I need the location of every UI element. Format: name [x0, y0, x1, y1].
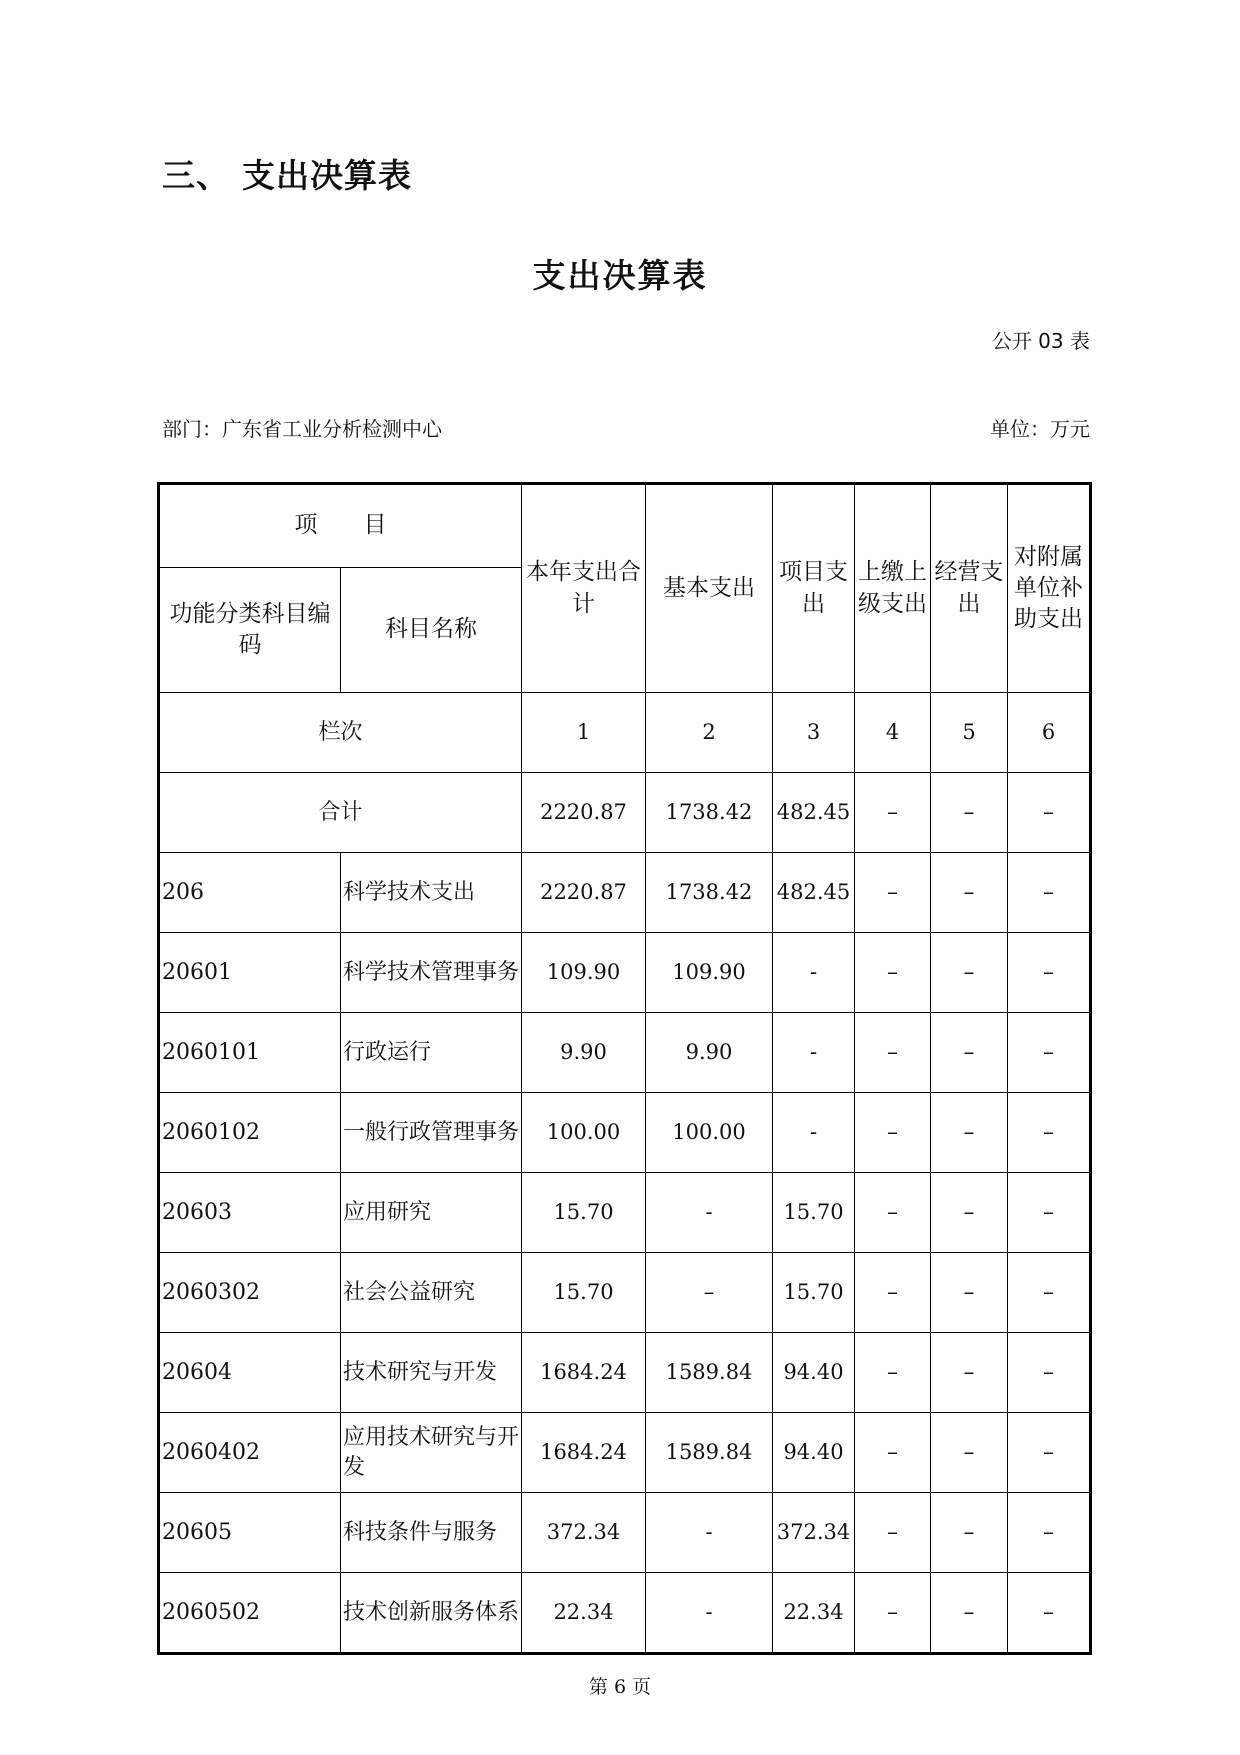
row-value: 94.40	[773, 1333, 855, 1413]
row-value: 109.90	[522, 933, 646, 1013]
row-value: –	[931, 853, 1008, 933]
row-value: -	[773, 1013, 855, 1093]
header-item: 项 目	[159, 484, 522, 568]
total-value: –	[855, 773, 931, 853]
page-number: 第 6 页	[588, 1676, 652, 1698]
row-value: 94.40	[773, 1413, 855, 1493]
header-col4: 上缴上级支出	[855, 484, 931, 693]
column-number: 5	[931, 693, 1008, 773]
row-code: 206	[159, 853, 341, 933]
row-value: 15.70	[773, 1253, 855, 1333]
row-value: –	[855, 853, 931, 933]
row-value: -	[646, 1493, 773, 1573]
row-value: –	[855, 1413, 931, 1493]
row-value: –	[1008, 1413, 1091, 1493]
expenditure-table	[157, 482, 1092, 1655]
table-row	[159, 1413, 1091, 1493]
row-code: 2060402	[159, 1413, 341, 1493]
row-value: 9.90	[646, 1013, 773, 1093]
row-value: –	[931, 1493, 1008, 1573]
column-number: 4	[855, 693, 931, 773]
row-name: 一般行政管理事务	[341, 1093, 522, 1173]
row-value: 1589.84	[646, 1413, 773, 1493]
row-value: 2220.87	[522, 853, 646, 933]
header-col2: 基本支出	[646, 484, 773, 693]
row-name: 科学技术管理事务	[341, 933, 522, 1013]
row-value: 22.34	[773, 1573, 855, 1654]
row-name: 科技条件与服务	[341, 1493, 522, 1573]
row-value: –	[855, 1013, 931, 1093]
table-row	[159, 933, 1091, 1013]
row-name: 应用研究	[341, 1173, 522, 1253]
row-value: –	[1008, 1573, 1091, 1654]
row-value: 1684.24	[522, 1333, 646, 1413]
row-value: -	[646, 1173, 773, 1253]
row-value: 100.00	[646, 1093, 773, 1173]
total-value: 2220.87	[522, 773, 646, 853]
row-code: 2060102	[159, 1093, 341, 1173]
row-value: 15.70	[773, 1173, 855, 1253]
row-value: –	[1008, 1333, 1091, 1413]
row-value: -	[646, 1573, 773, 1654]
row-value: –	[646, 1253, 773, 1333]
row-value: –	[1008, 1493, 1091, 1573]
row-value: -	[773, 1093, 855, 1173]
row-name: 应用技术研究与开发	[341, 1413, 522, 1493]
row-value: –	[855, 1493, 931, 1573]
total-value: –	[931, 773, 1008, 853]
row-value: –	[931, 1093, 1008, 1173]
row-value: -	[773, 933, 855, 1013]
column-number: 6	[1008, 693, 1091, 773]
header-col1: 本年支出合计	[522, 484, 646, 693]
header-col3: 项目支出	[773, 484, 855, 693]
row-value: 1589.84	[646, 1333, 773, 1413]
section-title: 支出决算表	[242, 156, 412, 195]
row-value: 1738.42	[646, 853, 773, 933]
row-name: 技术研究与开发	[341, 1333, 522, 1413]
row-value: –	[931, 1573, 1008, 1654]
row-value: –	[931, 1333, 1008, 1413]
row-value: –	[1008, 1093, 1091, 1173]
row-name: 技术创新服务体系	[341, 1573, 522, 1654]
row-code: 2060502	[159, 1573, 341, 1654]
row-name: 社会公益研究	[341, 1253, 522, 1333]
document-title: 支出决算表	[532, 256, 708, 295]
row-value: –	[1008, 1013, 1091, 1093]
column-number: 2	[646, 693, 773, 773]
row-value: 482.45	[773, 853, 855, 933]
column-number: 3	[773, 693, 855, 773]
row-value: 372.34	[522, 1493, 646, 1573]
table-row	[159, 1573, 1091, 1654]
row-value: –	[931, 1413, 1008, 1493]
row-value: –	[1008, 1173, 1091, 1253]
column-number-label: 栏次	[159, 693, 522, 773]
total-label: 合计	[159, 773, 522, 853]
row-code: 20603	[159, 1173, 341, 1253]
total-row	[159, 773, 1091, 853]
table-row	[159, 1013, 1091, 1093]
row-code: 2060101	[159, 1013, 341, 1093]
section-number: 三、	[162, 156, 230, 195]
table-row	[159, 1493, 1091, 1573]
header-col6: 对附属单位补助支出	[1008, 484, 1091, 693]
row-value: –	[931, 1253, 1008, 1333]
row-value: –	[855, 1333, 931, 1413]
header-row	[159, 484, 1091, 568]
row-value: 15.70	[522, 1253, 646, 1333]
header-name: 科目名称	[341, 568, 522, 693]
row-value: 15.70	[522, 1173, 646, 1253]
column-number: 1	[522, 693, 646, 773]
row-value: –	[1008, 853, 1091, 933]
row-value: –	[855, 1173, 931, 1253]
row-value: –	[855, 1253, 931, 1333]
row-code: 20601	[159, 933, 341, 1013]
row-value: –	[931, 1173, 1008, 1253]
table-row	[159, 1093, 1091, 1173]
row-value: 1684.24	[522, 1413, 646, 1493]
row-value: –	[855, 1093, 931, 1173]
row-value: –	[931, 933, 1008, 1013]
section-heading	[162, 150, 412, 197]
total-value: 482.45	[773, 773, 855, 853]
form-code: 公开 03 表	[991, 329, 1090, 353]
header-col5: 经营支出	[931, 484, 1008, 693]
row-value: 9.90	[522, 1013, 646, 1093]
header-code: 功能分类科目编码	[159, 568, 341, 693]
table-row	[159, 1253, 1091, 1333]
total-value: –	[1008, 773, 1091, 853]
column-number-row	[159, 693, 1091, 773]
row-value: –	[855, 1573, 931, 1654]
row-value: –	[1008, 1253, 1091, 1333]
total-value: 1738.42	[646, 773, 773, 853]
table-row	[159, 1173, 1091, 1253]
row-value: 109.90	[646, 933, 773, 1013]
row-value: 372.34	[773, 1493, 855, 1573]
row-name: 科学技术支出	[341, 853, 522, 933]
row-code: 20604	[159, 1333, 341, 1413]
row-value: –	[931, 1013, 1008, 1093]
unit-label: 单位：万元	[990, 417, 1090, 441]
department-label: 部门：广东省工业分析检测中心	[162, 417, 442, 441]
row-code: 2060302	[159, 1253, 341, 1333]
row-value: 22.34	[522, 1573, 646, 1654]
row-code: 20605	[159, 1493, 341, 1573]
row-value: –	[855, 933, 931, 1013]
table-row	[159, 1333, 1091, 1413]
row-value: 100.00	[522, 1093, 646, 1173]
row-name: 行政运行	[341, 1013, 522, 1093]
row-value: –	[1008, 933, 1091, 1013]
table-row	[159, 853, 1091, 933]
